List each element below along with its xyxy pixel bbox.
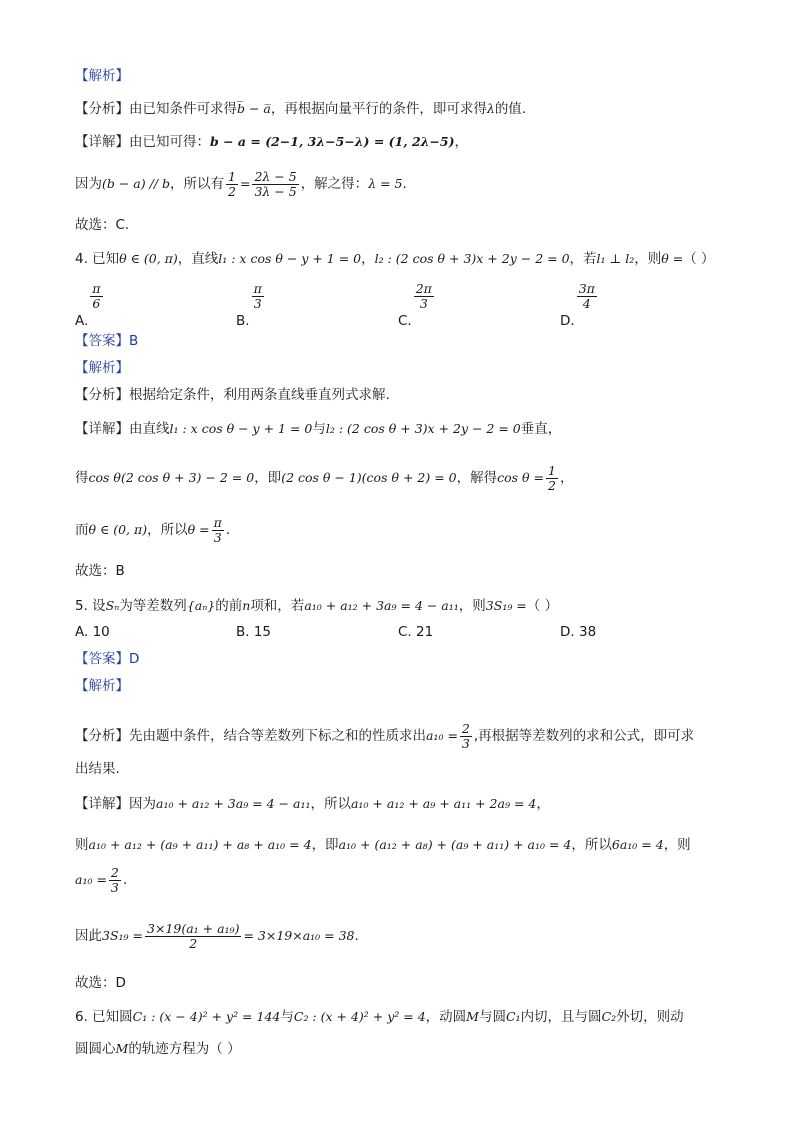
numerator: 2λ − 5 [254,168,297,184]
option-label: B. [236,312,250,329]
denominator: 4 [582,296,591,311]
fraction [414,282,434,311]
text: 则 [75,837,89,853]
text: （ ） [683,251,715,267]
math: (b − a) // b [102,176,170,191]
derivation-line [75,462,573,494]
text: ， [454,134,469,150]
text: （ ） [526,598,559,614]
text: ，即 [311,837,339,853]
denominator: 3 [419,296,428,311]
choice-line: 故选：D [75,975,126,991]
analysis-line: 出结果. [75,761,120,777]
text: 的轨迹方程为（ ） [128,1041,241,1057]
fraction [252,282,264,311]
math: a₁₀ + a₁₂ + (a₉ + a₁₁) + a₈ + a₁₀ = 4 [88,837,312,852]
math: a₁₀ + a₁₂ + a₉ + a₁₁ + 2a₉ = 4 [350,796,537,811]
text: ，则 [634,251,662,267]
text: ，即 [254,470,282,486]
question-6-stem-cont [75,1040,241,1058]
math: a₁₀ + a₁₂ + 3a₉ = 4 − a₁₁ [304,598,459,613]
math: θ ∈ (0, π) [88,522,148,537]
option-d [560,281,599,329]
denominator: 2 [228,183,236,199]
denominator: 2 [548,477,556,493]
option-label: C. [398,312,412,329]
option-c [398,281,436,329]
text: ，解得 [456,470,498,486]
text: 的前 [215,598,243,614]
fraction [460,722,472,751]
text: 内切，且与圆 [520,1009,602,1025]
math: C₂ : (x + 4)² + y² = 4 [293,1009,426,1024]
numerator: 2 [461,720,470,736]
math: = 3×19×a₁₀ = 38 [243,928,355,943]
option-b: B. 15 [236,624,272,640]
text: 6. 已知圆 [75,1009,133,1025]
text: ，再根据向量平行的条件，即可求得 [270,101,487,117]
fraction [226,170,238,199]
text: 4. 已知 [75,251,120,267]
text: 与 [312,421,326,437]
text: ，则 [458,598,486,614]
denominator: 2 [189,935,198,951]
math: l₂ : (2 cos θ + 3)x + 2y − 2 = 0 [374,251,570,266]
text: ，直线 [177,251,219,267]
option-label: D. [560,312,575,329]
text: 得 [75,470,89,486]
option-a: A. 10 [75,624,110,640]
denominator: 3 [110,879,119,895]
derivation-line: 因为(b − a) // b，所以有 $\frac{1}{2}$ = $\frac{2\lambda - 5}{3\lambda - 5}$ ，解之得：λ = 5. [75,168,407,199]
math: a₁₀ + (a₁₂ + a₈) + (a₉ + a₁₁) + a₁₀ = 4 [338,837,572,852]
numerator: 2 [110,864,119,880]
math: θ ∈ (0, π) [119,251,178,266]
math: λ [486,101,495,116]
math: C₁ : (x − 4)² + y² = 144 [132,1009,281,1024]
math: C₂ [601,1009,617,1024]
analysis-tag: 【解析】 [75,678,129,694]
text: ， [536,796,550,812]
text: . [122,872,128,888]
question-6-stem [75,1008,684,1026]
analysis-line [75,720,694,752]
text: ，解之得： [300,176,369,192]
math: M [115,1041,129,1056]
text: ，若 [569,251,597,267]
numerator: π [253,281,262,296]
math: l₂ : (2 cos θ + 3)x + 2y − 2 = 0 [325,421,521,436]
question-4-stem [75,250,715,268]
text: 与 [280,1009,294,1025]
math: a₁₀ + a₁₂ + 3a₉ = 4 − a₁₁ [156,796,311,811]
fraction [546,464,558,493]
math: 3S₁₉ = [102,928,143,943]
math: M [466,1009,479,1024]
text: 【详解】由直线 [75,421,170,437]
math: 3S₁₉ = [485,598,527,613]
choice-line: 故选：B [75,563,125,579]
text: 垂直， [520,421,562,437]
math: n [242,598,251,613]
option-d: D. 38 [560,624,597,640]
analysis-tag: 【解析】 [75,68,129,84]
denominator: 3λ − 5 [254,183,297,199]
denominator: 3 [213,529,222,545]
option-c: C. 21 [398,624,434,640]
text: 【详解】由已知可得： [75,134,210,150]
analysis-line [75,100,526,118]
math: a₁₀ = [75,872,107,887]
text: ，则 [663,837,691,853]
math: θ = [187,522,210,537]
text: . [225,522,231,538]
math: b − a = (2−1, 3λ−5−λ) = (1, 2λ−5) [210,134,455,149]
text: . [402,176,407,192]
text: 与圆 [478,1009,506,1025]
math: cos θ = [497,470,545,485]
math: l₁ : x cos θ − y + 1 = 0 [169,421,313,436]
math: 6a₁₀ = 4 [611,837,664,852]
detail-line [75,420,561,438]
text: ， [559,470,574,486]
numerator: π [92,281,101,296]
numerator: 1 [548,462,556,478]
derivation-line [75,836,691,854]
derivation-line [75,514,230,546]
text: 为等差数列 [119,598,187,614]
answer-tag: 【答案】D [75,651,140,667]
question-5-stem [75,597,558,615]
denominator: 3 [253,296,262,311]
choice-line: 故选：C. [75,217,130,233]
numerator: 3×19(a₁ + a₁₉) [147,920,240,936]
fraction [109,866,121,895]
option-a [75,281,105,329]
text: ，所以 [310,796,351,812]
math: λ = 5 [368,176,403,191]
numerator: 1 [228,168,236,184]
math: b̅ − a̅ [237,101,271,116]
fraction [90,282,102,311]
text: 因为 [75,176,102,192]
text: 而 [75,522,89,538]
derivation-line [75,864,127,896]
math: l₁ : x cos θ − y + 1 = 0 [218,251,362,266]
answer-tag: 【答案】B [75,333,139,349]
text: ，所以 [147,522,188,538]
option-b [236,281,266,329]
math: θ = [661,251,684,266]
text: 【详解】因为 [75,796,156,812]
detail-line [75,795,550,813]
derivation-line [75,920,359,952]
detail-line [75,133,468,151]
text: ，所以有 [170,176,224,192]
fraction [145,922,241,951]
text: 外切，则动 [616,1009,684,1025]
math: a₁₀ = [426,728,458,743]
math: l₁ ⊥ l₂ [596,251,635,266]
text: ,再根据等差数列的求和公式，即可求 [473,728,695,744]
analysis-line: 【分析】根据给定条件，利用两条直线垂直列式求解. [75,387,390,403]
text: 项和，若 [250,598,305,614]
text: 【分析】由已知条件可求得 [75,101,237,117]
text: ，所以 [571,837,612,853]
denominator: 3 [461,735,470,751]
math: {aₙ} [186,598,216,613]
text: ， [361,251,375,267]
fraction [252,170,298,199]
math: cos θ(2 cos θ + 3) − 2 = 0 [88,470,255,485]
text: 因此 [75,928,102,944]
math: C₁ [505,1009,521,1024]
numerator: 3π [578,281,595,296]
text: ，动圆 [425,1009,467,1025]
text: 5. 设 [75,598,106,614]
text: . [354,928,359,944]
math: (2 cos θ − 1)(cos θ + 2) = 0 [281,470,457,485]
text: 圆圆心 [75,1041,116,1057]
option-label: A. [75,312,89,329]
denominator: 6 [92,296,101,311]
numerator: π [213,514,222,530]
text: 的值. [494,101,527,117]
numerator: 2π [415,281,432,296]
fraction [212,516,224,545]
text: 【分析】先由题中条件，结合等差数列下标之和的性质求出 [75,728,426,744]
math: Sₙ [105,598,120,613]
analysis-tag: 【解析】 [75,360,129,376]
fraction [577,282,597,311]
